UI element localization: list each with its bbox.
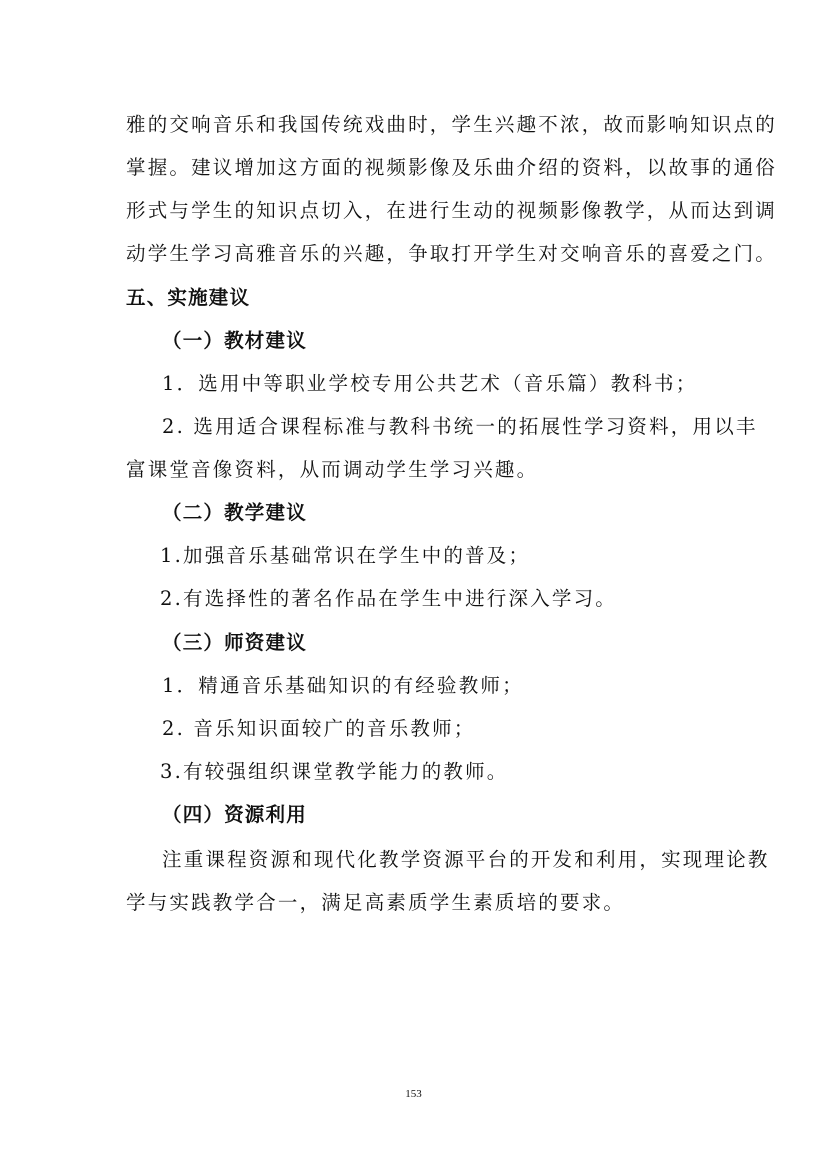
paragraph-line: 形式与学生的知识点切入，在进行生动的视频影像教学，从而达到调 (126, 199, 778, 222)
list-item: 2. 音乐知识面较广的音乐教师； (162, 717, 476, 740)
list-item: 2. 选用适合课程标准与教科书统一的拓展性学习资料，用以丰 (162, 415, 758, 438)
list-item: 3.有较强组织课堂教学能力的教师。 (160, 760, 509, 783)
paragraph-line: 雅的交响音乐和我国传统戏曲时，学生兴趣不浓，故而影响知识点的 (126, 113, 778, 136)
list-item: 1．精通音乐基础知识的有经验教师； (162, 674, 524, 697)
subsection-heading: （三）师资建议 (162, 631, 307, 654)
page-number: 153 (405, 1088, 422, 1100)
list-item: 2.有选择性的著名作品在学生中进行深入学习。 (160, 587, 618, 610)
subsection-heading: （二）教学建议 (162, 501, 307, 524)
list-item: 1.加强音乐基础常识在学生中的普及； (160, 544, 531, 567)
section-heading: 五、实施建议 (126, 286, 251, 309)
paragraph-line: 注重课程资源和现代化教学资源平台的开发和利用，实现理论教 (162, 848, 770, 871)
subsection-heading: （四）资源利用 (162, 803, 307, 826)
paragraph-line: 动学生学习高雅音乐的兴趣，争取打开学生对交响音乐的喜爱之门。 (126, 242, 778, 265)
paragraph-line: 掌握。建议增加这方面的视频影像及乐曲介绍的资料，以故事的通俗 (126, 156, 778, 179)
list-item-continuation: 富课堂音像资料，从而调动学生学习兴趣。 (126, 458, 539, 481)
paragraph-line: 学与实践教学合一，满足高素质学生素质培的要求。 (126, 891, 626, 914)
list-item: 1．选用中等职业学校专用公共艺术（音乐篇）教科书； (162, 372, 698, 395)
subsection-heading: （一）教材建议 (162, 329, 307, 352)
